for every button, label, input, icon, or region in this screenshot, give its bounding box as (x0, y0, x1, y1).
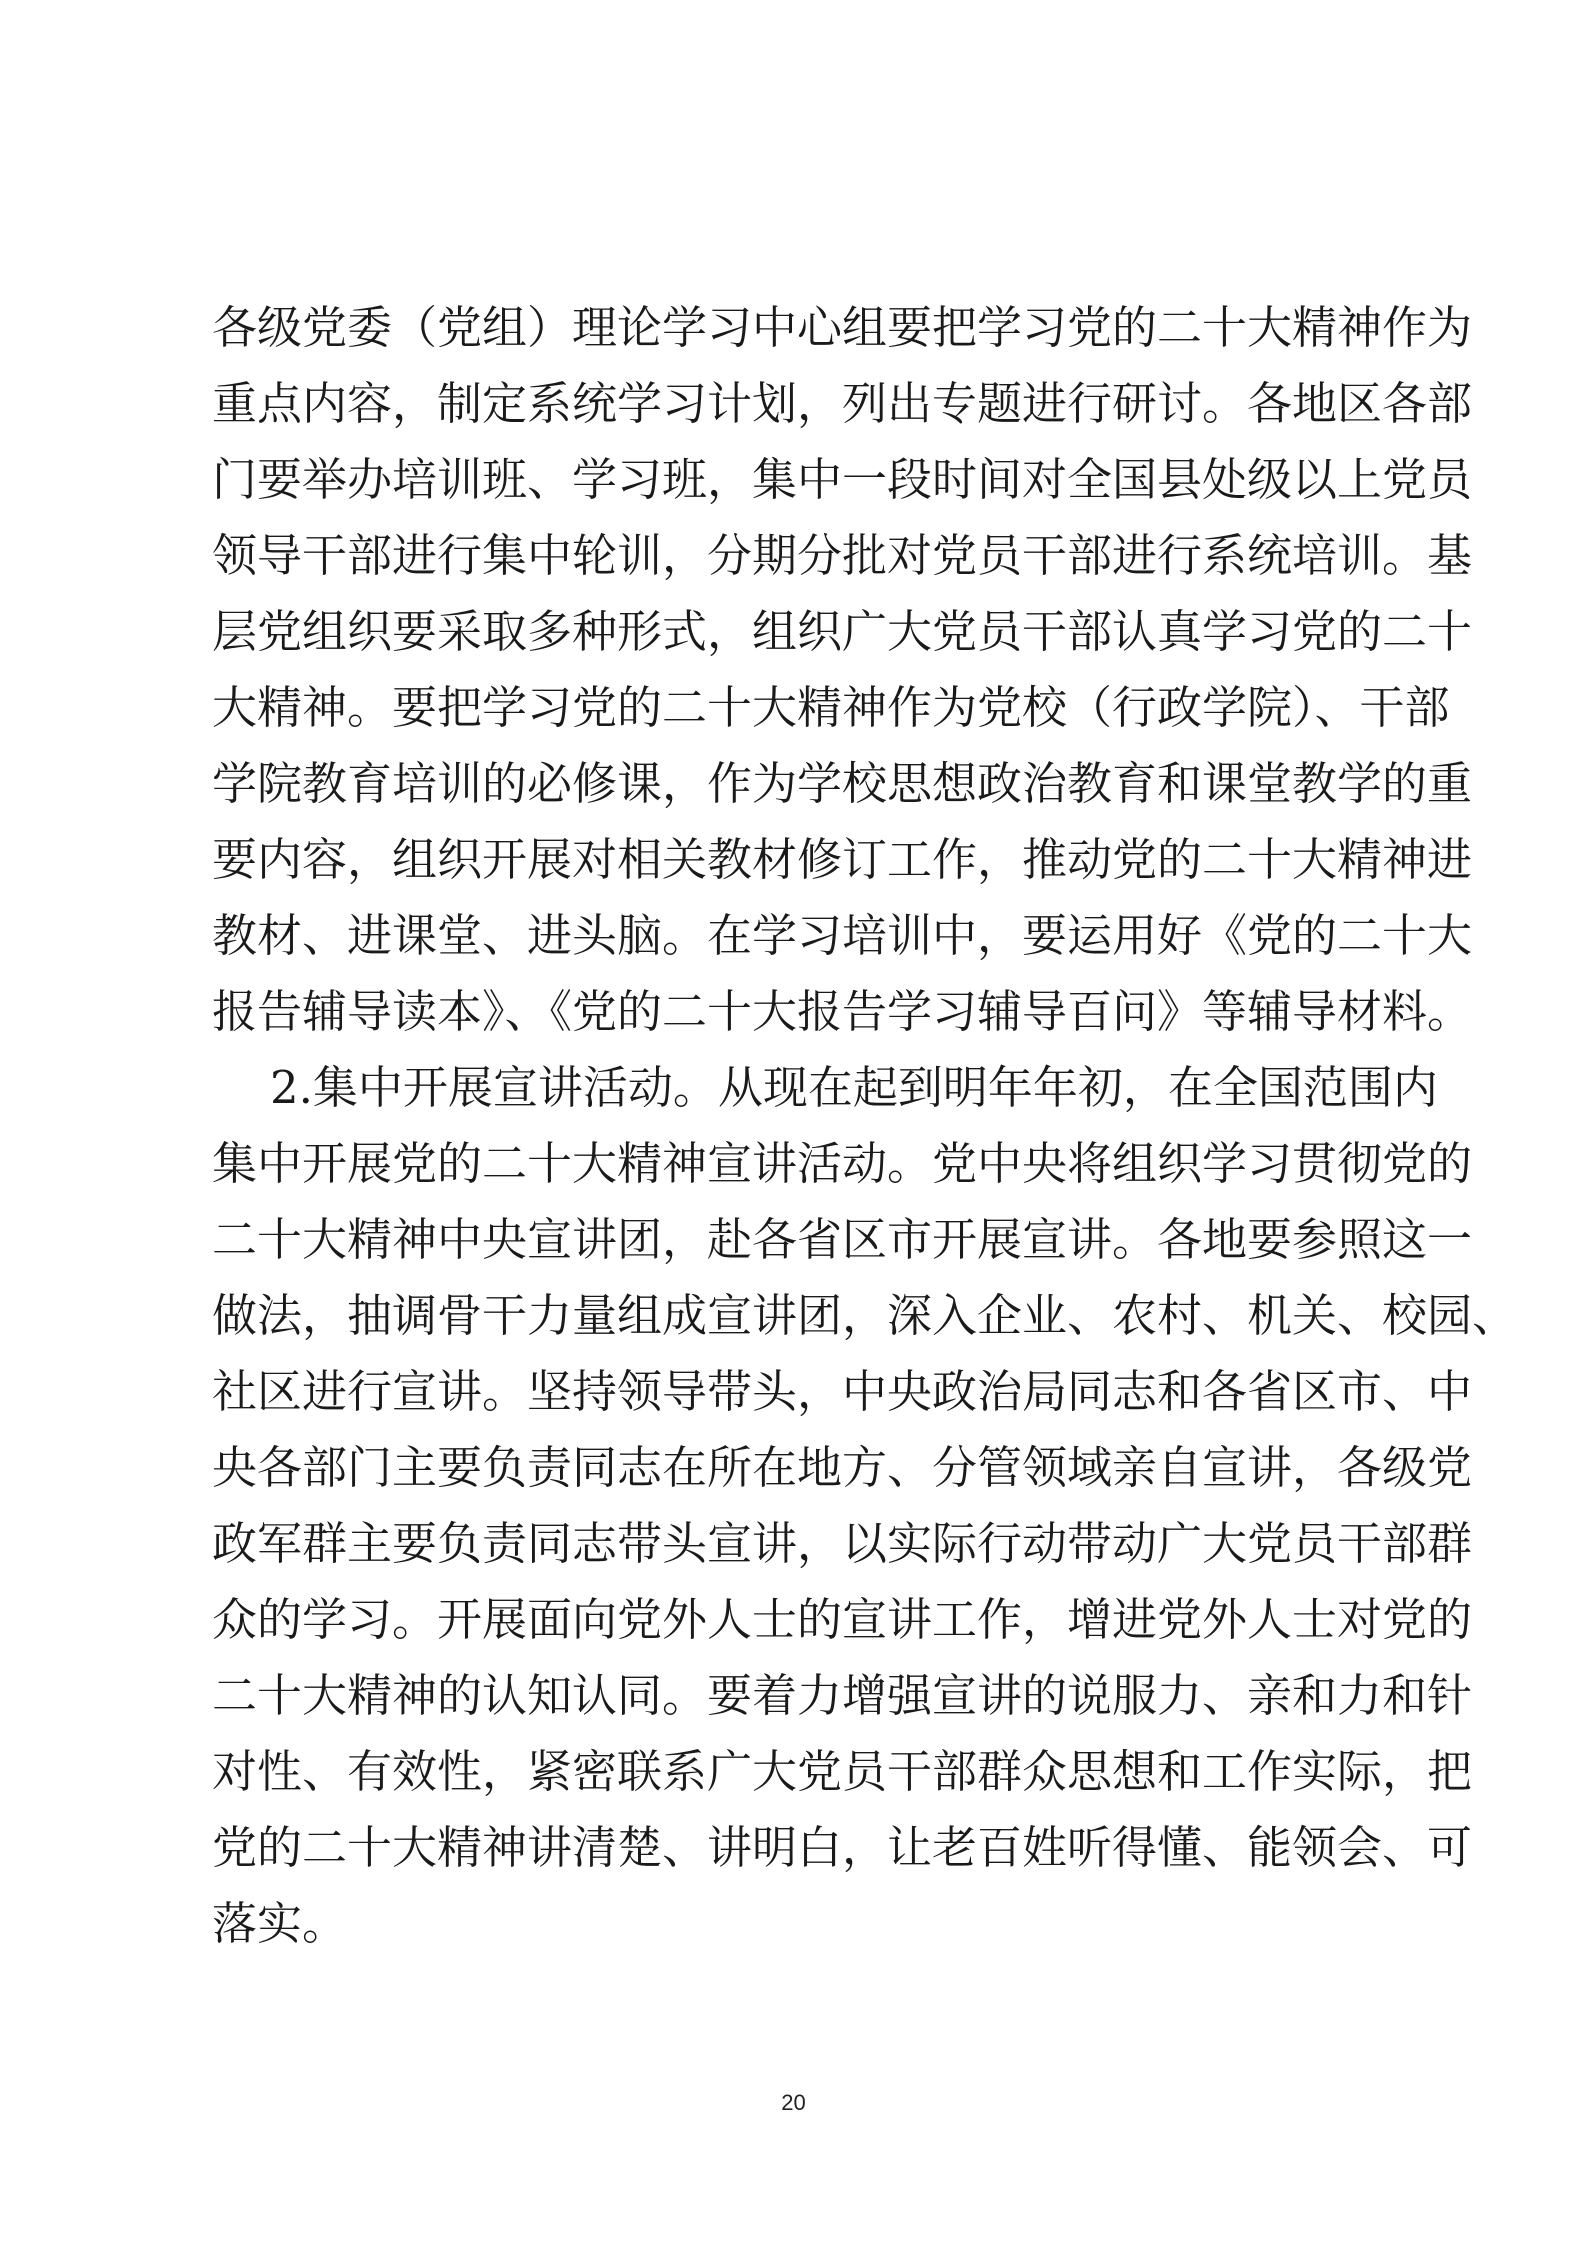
text-line-6: 大精神。要把学习党的二十大精神作为党校（行政学院）、干部 (212, 681, 1450, 734)
text-line-20: 对性、有效性，紧密联系广大党员干部群众思想和工作实际，把 (212, 1745, 1473, 1798)
text-line-2: 重点内容，制定系统学习计划，列出专题进行研讨。各地区各部 (212, 377, 1473, 430)
text-line-21: 党的二十大精神讲清楚、讲明白，让老百姓听得懂、能领会、可 (212, 1821, 1473, 1874)
text-line-22: 落实。 (212, 1897, 348, 1950)
text-line-9: 教材、进课堂、进头脑。在学习培训中，要运用好《党的二十大 (212, 909, 1473, 962)
text-line-17: 政军群主要负责同志带头宣讲，以实际行动带动广大党员干部群 (212, 1517, 1473, 1570)
text-line-19: 二十大精神的认知认同。要着力增强宣讲的说服力、亲和力和针 (212, 1669, 1473, 1722)
text-line-12: 集中开展党的二十大精神宣讲活动。党中央将组织学习贯彻党的 (212, 1137, 1473, 1190)
text-line-14: 做法，抽调骨干力量组成宣讲团，深入企业、农村、机关、校园、 (212, 1289, 1518, 1342)
text-line-13: 二十大精神中央宣讲团，赴各省区市开展宣讲。各地要参照这一 (212, 1213, 1473, 1266)
text-line-18: 众的学习。开展面向党外人士的宣讲工作，增进党外人士对党的 (212, 1593, 1473, 1646)
text-line-1: 各级党委（党组）理论学习中心组要把学习党的二十大精神作为 (212, 301, 1473, 354)
text-line-16: 央各部门主要负责同志在所在地方、分管领域亲自宣讲，各级党 (212, 1441, 1473, 1494)
body-text (212, 290, 1518, 1962)
text-line-10: 报告辅导读本》、《党的二十大报告学习辅导百问》等辅导材料。 (212, 985, 1473, 1038)
text-line-5: 层党组织要采取多种形式，组织广大党员干部认真学习党的二十 (212, 605, 1473, 658)
page-number: 20 (781, 2090, 806, 2115)
text-line-3: 门要举办培训班、学习班，集中一段时间对全国县处级以上党员 (212, 453, 1473, 506)
text-line-15: 社区进行宣讲。坚持领导带头，中央政治局同志和各省区市、中 (212, 1365, 1473, 1418)
text-line-8: 要内容，组织开展对相关教材修订工作，推动党的二十大精神进 (212, 833, 1473, 886)
text-line-4: 领导干部进行集中轮训，分期分批对党员干部进行系统培训。基 (212, 529, 1473, 582)
text-line-7: 学院教育培训的必修课，作为学校思想政治教育和课堂教学的重 (212, 757, 1473, 810)
text-line-11: 2.集中开展宣讲活动。从现在起到明年年初，在全国范围内 (270, 1061, 1438, 1114)
